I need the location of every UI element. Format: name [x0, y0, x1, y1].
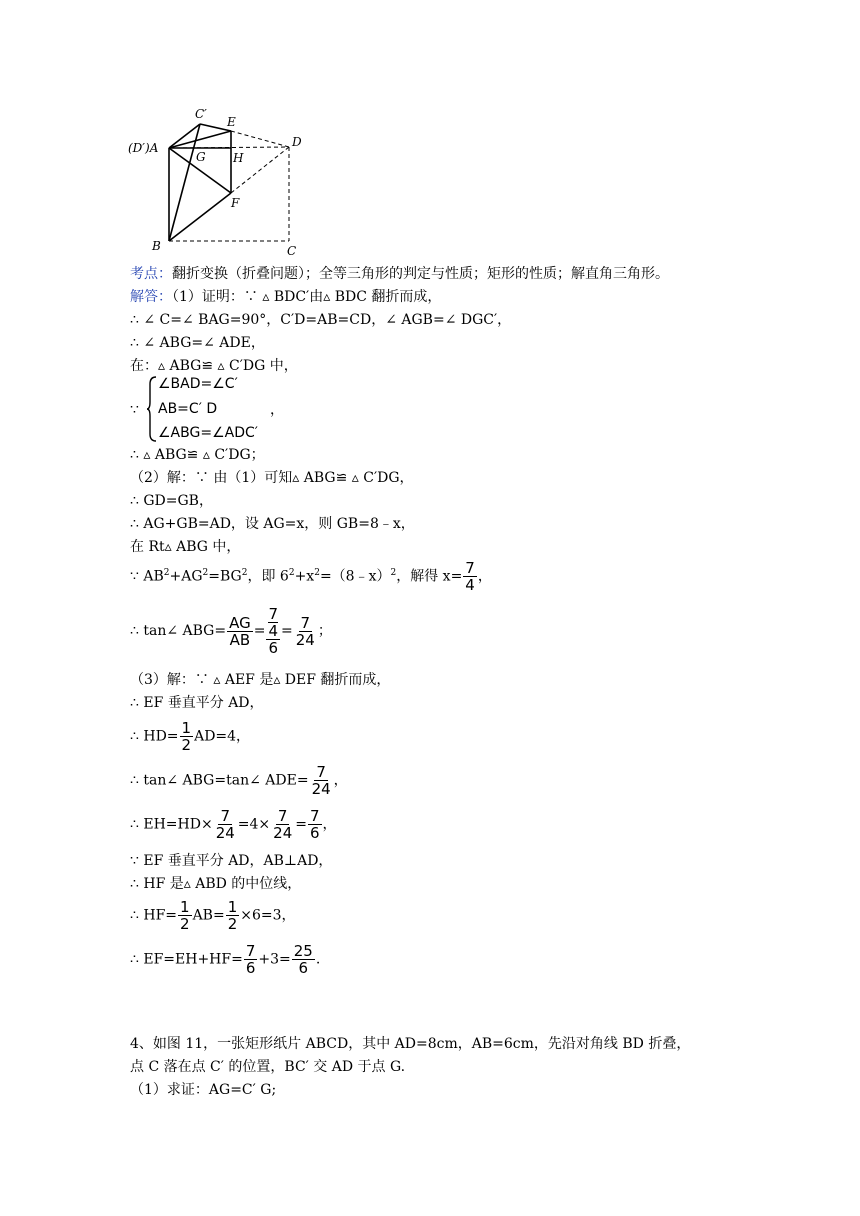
jieda-label: 解答：	[130, 289, 172, 305]
label-h: H	[233, 151, 244, 165]
solution-line-16: ∵ EF 垂直平分 AD，AB⊥AD，	[130, 853, 333, 869]
kaodian-line	[130, 265, 669, 283]
fraction-1-2: $\frac{1}{2}$	[227, 898, 238, 933]
fraction-7-4: $\frac{7}{4}$	[465, 559, 475, 594]
fraction-7-6: $\frac{7}{6}$	[309, 807, 320, 842]
label-f: F	[231, 196, 240, 210]
fraction-ag-ab: $\frac{AG}{AB}$	[229, 613, 251, 649]
geometry-figure	[128, 106, 328, 256]
brace-because: ∵	[130, 402, 139, 418]
solution-line-6: ∴ GD=GB，	[130, 493, 213, 509]
kaodian-text: 翻折变换（折叠问题）；全等三角形的判定与性质；矩形的性质；解直角三角形。	[172, 266, 669, 282]
solution-line-5: （2）解：∵ 由（1）可知▵ ABG≌ ▵ C′DG，	[130, 470, 414, 486]
solution-line-2: ∴ ∠ ABG=∠ ADE，	[130, 335, 265, 351]
solution-line-18: ∴ HF= $\frac{1}{2}$ AB= $\frac{1}{2}$ ×6=3，	[130, 898, 296, 933]
label-g: G	[196, 150, 206, 164]
label-e: E	[227, 115, 236, 129]
jieda-line	[130, 288, 441, 306]
problem4-line-2: 点 C 落在点 C′ 的位置，BC′ 交 AD 于点 G.	[130, 1059, 406, 1075]
label-d: D	[292, 135, 302, 149]
label-d-prime-a: (D′)A	[128, 141, 159, 155]
fraction-7-24: $\frac{7}{24}$	[295, 613, 315, 649]
solution-line-12: ∴ EF 垂直平分 AD，	[130, 695, 264, 711]
solution-line-4: ∴ ▵ ABG≌ ▵ C′DG；	[130, 447, 265, 463]
brace-condition-3: ∠ABG=∠ADC′	[158, 425, 258, 441]
solution-line-13: ∴ HD= $\frac{1}{2}$ AD=4，	[130, 719, 251, 754]
label-cprime: C′	[195, 107, 207, 121]
solution-line-14: ∴ tan∠ ABG=tan∠ ADE= $\frac{7}{24}$ ，	[130, 763, 348, 798]
solution-line-11: （3）解：∵ ▵ AEF 是▵ DEF 翻折而成，	[130, 672, 391, 688]
fraction-7-24: $\frac{7}{24}$	[273, 807, 293, 842]
solution-line-9: ∵ $AB^2+AG^2=BG^2$，即 $6^2+x^2=(8﹣x)^2$，解得 x= $\frac{7}{4}$ ，	[130, 559, 492, 594]
fraction-complex: 7 4 6	[268, 605, 279, 657]
fraction-7-24: $\frac{7}{24}$	[311, 763, 331, 798]
jieda-text: （1）证明：∵ ▵ BDC′由▵ BDC 翻折而成，	[172, 289, 442, 305]
fraction-7-24: $\frac{7}{24}$	[215, 807, 235, 842]
fraction-1-2: $\frac{1}{2}$	[180, 898, 190, 933]
brace-condition-1: ∠BAD=∠C′	[158, 376, 238, 392]
problem4-line-3: （1）求证：AG=C′ G;	[130, 1082, 277, 1098]
fraction-1-2: $\frac{1}{2}$	[181, 719, 192, 754]
solution-line-15: ∴ EH=HD× $\frac{7}{24}$ =4× $\frac{7}{24}$ = $\frac{7}{6}$ ，	[130, 807, 337, 842]
fraction-25-6: $\frac{25}{6}$	[293, 942, 313, 977]
solution-line-3: 在：▵ ABG≌ ▵ C′DG 中，	[130, 358, 298, 374]
solution-line-7: ∴ AG+GB=AD，设 AG=x，则 GB=8﹣x，	[130, 516, 415, 532]
brace-condition-2: AB=C′ D	[158, 401, 218, 417]
problem4-line-1: 4、如图 11，一张矩形纸片 ABCD，其中 AD=8cm，AB=6cm，先沿对角线 BD 折叠，	[130, 1036, 691, 1052]
left-brace	[146, 376, 158, 442]
fraction-7-6: $\frac{7}{6}$	[245, 942, 256, 977]
solution-line-10: ∴ tan∠ ABG= $\frac{AG}{AB}$ = 7 4 6 = $\frac{7}{24}$ ；	[130, 605, 332, 657]
label-c: C	[287, 244, 297, 256]
brace-comma: ，	[270, 402, 284, 418]
solution-line-8: 在 Rt▵ ABG 中，	[130, 539, 241, 555]
label-b: B	[152, 239, 161, 253]
solution-line-19: ∴ EF=EH+HF= $\frac{7}{6}$ +3= $\frac{25}{6}$ .	[130, 942, 321, 977]
kaodian-label: 考点：	[130, 266, 172, 282]
solution-line-1: ∴ ∠ C=∠ BAG=90°，C′D=AB=CD，∠ AGB=∠ DGC′，	[130, 312, 512, 328]
solid-lines	[169, 124, 231, 241]
solution-line-17: ∴ HF 是▵ ABD 的中位线，	[130, 876, 302, 892]
